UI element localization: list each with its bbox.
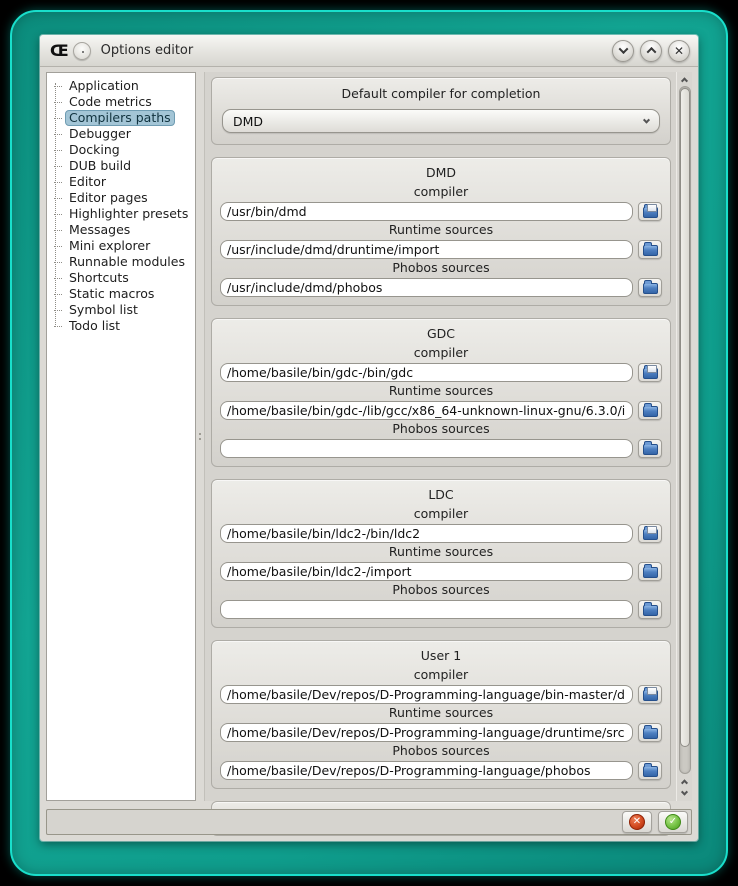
sidebar-item-dub-build[interactable]: [49, 158, 193, 174]
gdc-compiler-input[interactable]: [220, 363, 633, 382]
sidebar-item-label: Code metrics: [69, 94, 152, 109]
group-title-gdc: GDC: [426, 326, 456, 341]
group-gdc: [211, 318, 671, 467]
sidebar-item-application[interactable]: [49, 78, 193, 94]
group-title-user-1: User 1: [420, 648, 462, 663]
sidebar-item-label: Debugger: [69, 126, 131, 141]
vertical-scrollbar[interactable]: [676, 72, 692, 801]
gdc-compiler-browse-button[interactable]: [638, 363, 662, 382]
user-1-compiler-input[interactable]: [220, 685, 633, 704]
sidebar-item-runnable-modules[interactable]: [49, 254, 193, 270]
scrollbar-track[interactable]: [679, 86, 691, 774]
dmd-compiler-input[interactable]: [220, 202, 633, 221]
gdc-runtime-sources-input[interactable]: [220, 401, 633, 420]
sidebar-item-highlighter-presets[interactable]: [49, 206, 193, 222]
app-icon: Œ: [50, 41, 67, 60]
sidebar-item-editor[interactable]: [49, 174, 193, 190]
ldc-runtime-sources-row: [220, 561, 662, 581]
compiler-groups: [211, 157, 671, 836]
dmd-runtime-sources-row: [220, 239, 662, 259]
ldc-compiler-input[interactable]: [220, 524, 633, 543]
accept-button[interactable]: [658, 811, 688, 833]
tree-branch-guide: [54, 86, 62, 87]
sidebar-item-label: Editor: [69, 174, 106, 189]
content-area: [40, 67, 698, 805]
user-1-compiler-browse-button[interactable]: [638, 685, 662, 704]
sidebar-item-code-metrics[interactable]: [49, 94, 193, 110]
category-tree: [46, 72, 196, 801]
ldc-phobos-sources-input[interactable]: [220, 600, 633, 619]
user-1-runtime-sources-browse-button[interactable]: [638, 723, 662, 742]
default-compiler-group: [211, 77, 671, 145]
sidebar-item-label: Todo list: [69, 318, 121, 333]
sidebar-item-static-macros[interactable]: [49, 286, 193, 302]
sidebar-item-label: Compilers paths: [65, 110, 175, 126]
chevron-down-icon: [643, 116, 650, 123]
sidebar-item-todo-list[interactable]: [49, 318, 193, 334]
ldc-phobos-sources-label: Phobos sources: [392, 582, 490, 597]
scroll-down-button[interactable]: [678, 787, 691, 799]
gdc-runtime-sources-row: [220, 400, 662, 420]
ldc-runtime-sources-input[interactable]: [220, 562, 633, 581]
chevron-up-icon: [681, 77, 688, 84]
user-1-compiler-label: compiler: [413, 667, 469, 682]
scrollbar-thumb[interactable]: [680, 88, 690, 747]
folder-icon: [643, 444, 658, 455]
sidebar-item-editor-pages[interactable]: [49, 190, 193, 206]
dmd-phobos-sources-row: [220, 277, 662, 297]
tree-branch-guide: [54, 246, 62, 247]
ldc-phobos-sources-row: [220, 599, 662, 619]
tree-branch-guide: [54, 150, 62, 151]
user-1-phobos-sources-browse-button[interactable]: [638, 761, 662, 780]
folder-icon: [643, 605, 658, 616]
cancel-icon: ✕: [629, 814, 645, 830]
ldc-phobos-sources-browse-button[interactable]: [638, 600, 662, 619]
default-compiler-select[interactable]: [222, 109, 660, 133]
gdc-runtime-sources-browse-button[interactable]: [638, 401, 662, 420]
window-frame: [10, 10, 728, 876]
minimize-button[interactable]: [612, 40, 634, 62]
group-dmd: [211, 157, 671, 306]
close-icon: ✕: [673, 43, 685, 58]
sidebar-item-label: Static macros: [69, 286, 155, 301]
user-1-runtime-sources-row: [220, 722, 662, 742]
sidebar-item-symbol-list[interactable]: [49, 302, 193, 318]
scroll-up-button-bottom[interactable]: [678, 775, 691, 787]
bottom-bar-panel: [46, 809, 692, 835]
user-1-compiler-row: [220, 684, 662, 704]
dmd-phobos-sources-input[interactable]: [220, 278, 633, 297]
file-icon: [643, 690, 658, 701]
dmd-runtime-sources-input[interactable]: [220, 240, 633, 259]
folder-icon: [643, 728, 658, 739]
group-ldc: [211, 479, 671, 628]
folder-icon: [643, 283, 658, 294]
folder-icon: [643, 766, 658, 777]
user-1-phobos-sources-row: [220, 760, 662, 780]
dmd-compiler-row: [220, 201, 662, 221]
gdc-runtime-sources-label: Runtime sources: [388, 383, 494, 398]
tree-branch-guide: [54, 326, 62, 327]
sidebar-item-compilers-paths[interactable]: [49, 110, 193, 126]
options-scroll-view: [205, 72, 676, 801]
maximize-button[interactable]: [640, 40, 662, 62]
sidebar-item-label: Shortcuts: [69, 270, 129, 285]
gdc-compiler-label: compiler: [413, 345, 469, 360]
accept-icon: ✓: [665, 814, 681, 830]
tree-branch-guide: [54, 182, 62, 183]
user-1-phobos-sources-input[interactable]: [220, 761, 633, 780]
sidebar-item-shortcuts[interactable]: [49, 270, 193, 286]
dmd-runtime-sources-browse-button[interactable]: [638, 240, 662, 259]
sidebar-item-debugger[interactable]: [49, 126, 193, 142]
gdc-phobos-sources-row: [220, 438, 662, 458]
tree-branch-guide: [54, 294, 62, 295]
group-title-dmd: DMD: [425, 165, 457, 180]
cancel-button[interactable]: [622, 811, 652, 833]
dmd-phobos-sources-label: Phobos sources: [392, 260, 490, 275]
sidebar-item-label: Runnable modules: [69, 254, 185, 269]
ldc-runtime-sources-browse-button[interactable]: [638, 562, 662, 581]
user-1-runtime-sources-input[interactable]: [220, 723, 633, 742]
ldc-compiler-row: [220, 523, 662, 543]
tree-branch-guide: [54, 262, 62, 263]
tree-branch-guide: [54, 230, 62, 231]
folder-icon: [643, 245, 658, 256]
folder-icon: [643, 406, 658, 417]
tree-branch-guide: [54, 198, 62, 199]
tree-branch-guide: [54, 214, 62, 215]
group-title: Default compiler for completion: [341, 86, 541, 101]
tree-branch-guide: [54, 134, 62, 135]
file-icon: [643, 529, 658, 540]
dmd-runtime-sources-label: Runtime sources: [388, 222, 494, 237]
sidebar-item-label: DUB build: [69, 158, 132, 173]
main-panel: [204, 72, 692, 801]
gdc-compiler-row: [220, 362, 662, 382]
sidebar-item-messages[interactable]: [49, 222, 193, 238]
bottom-bar: [40, 805, 698, 841]
chevron-up-icon: [646, 47, 656, 57]
sidebar-item-label: Mini explorer: [69, 238, 151, 253]
tree-branch-guide: [54, 166, 62, 167]
gdc-phobos-sources-input[interactable]: [220, 439, 633, 458]
sidebar-item-docking[interactable]: [49, 142, 193, 158]
splitter-handle[interactable]: [196, 72, 204, 801]
dmd-compiler-browse-button[interactable]: [638, 202, 662, 221]
folder-icon: [643, 567, 658, 578]
file-icon: [643, 207, 658, 218]
tree-branch-guide: [54, 118, 62, 119]
chevron-down-icon: [681, 788, 688, 795]
window-menu-button[interactable]: [73, 42, 91, 60]
options-editor-window: [40, 35, 698, 841]
tree-branch-guide: [54, 310, 62, 311]
titlebar[interactable]: [40, 35, 698, 67]
window-title: Options editor: [100, 43, 194, 58]
tree-branch-guide: [54, 102, 62, 103]
sidebar-item-label: Messages: [69, 222, 131, 237]
tree-branch-guide: [54, 278, 62, 279]
gdc-phobos-sources-label: Phobos sources: [392, 421, 490, 436]
file-icon: [643, 368, 658, 379]
scroll-up-button[interactable]: [678, 73, 691, 85]
selected-compiler-value: DMD: [233, 113, 264, 129]
group-user-1: [211, 640, 671, 789]
sidebar-item-label: Highlighter presets: [69, 206, 189, 221]
dmd-phobos-sources-browse-button[interactable]: [638, 278, 662, 297]
ldc-runtime-sources-label: Runtime sources: [388, 544, 494, 559]
sidebar-item-label: Application: [69, 78, 139, 93]
user-1-runtime-sources-label: Runtime sources: [388, 705, 494, 720]
sidebar-item-mini-explorer[interactable]: [49, 238, 193, 254]
sidebar-item-label: Docking: [69, 142, 120, 157]
ldc-compiler-label: compiler: [413, 506, 469, 521]
ldc-compiler-browse-button[interactable]: [638, 524, 662, 543]
chevron-down-icon: [618, 44, 628, 54]
chevron-up-icon: [681, 779, 688, 786]
sidebar-item-label: Editor pages: [69, 190, 148, 205]
gdc-phobos-sources-browse-button[interactable]: [638, 439, 662, 458]
dmd-compiler-label: compiler: [413, 184, 469, 199]
user-1-phobos-sources-label: Phobos sources: [392, 743, 490, 758]
sidebar-item-label: Symbol list: [69, 302, 138, 317]
close-button[interactable]: [668, 40, 690, 62]
group-title-ldc: LDC: [428, 487, 454, 502]
